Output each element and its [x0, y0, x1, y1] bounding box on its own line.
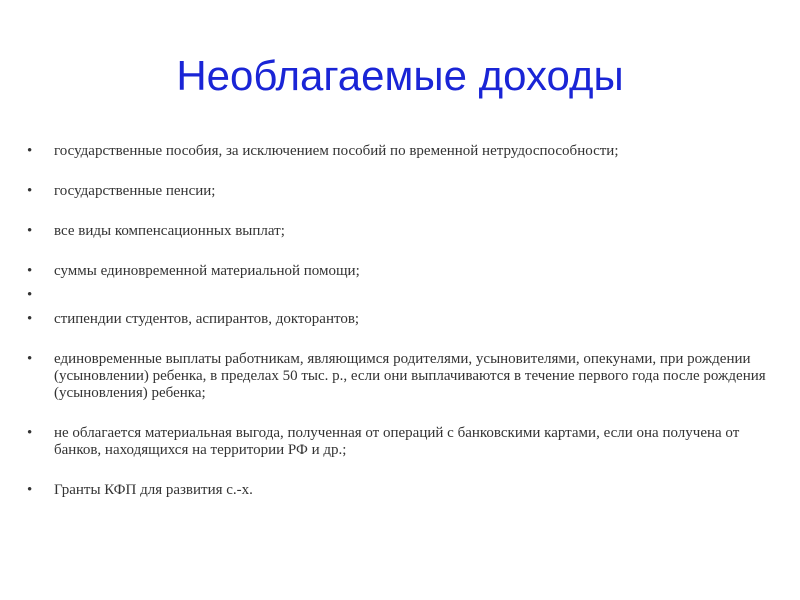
- bullet-item-empty: [27, 287, 787, 304]
- bullet-text: не облагается материальная выгода, полученная от операций с банковскими картами, если она получена от банков, находящихся на территории РФ и др.;: [54, 425, 740, 458]
- bullet-text: государственные пенсии;: [54, 183, 216, 199]
- bullet-icon: •: [27, 223, 33, 239]
- bullet-icon: •: [27, 482, 33, 498]
- bullet-text: государственные пособия, за исключением пособий по временной нетрудоспособности;: [54, 143, 619, 159]
- bullet-item: [27, 143, 787, 160]
- bullet-text: единовременные выплаты работникам, являющимся родителями, усыновителями, опекунами, при рождении (усыновлении) ребенка, в пределах 50 тыс. р., если они выплачиваются в течение первого года после рождения (усыновления) ребенка;: [54, 351, 766, 401]
- bullet-text: Гранты КФП для развития с.-х.: [54, 482, 253, 498]
- bullet-icon: •: [27, 183, 33, 199]
- bullet-item: [27, 482, 787, 499]
- bullet-text: суммы единовременной материальной помощи;: [54, 263, 360, 279]
- bullet-icon: •: [27, 287, 33, 303]
- bullet-item: [27, 311, 787, 328]
- bullet-text: все виды компенсационных выплат;: [54, 223, 285, 239]
- bullet-item: [27, 425, 787, 459]
- bullet-item: [27, 351, 787, 402]
- bullet-icon: •: [27, 263, 33, 279]
- bullet-icon: •: [27, 351, 33, 367]
- bullet-item: [27, 223, 787, 240]
- slide-title: Необлагаемые доходы: [176, 52, 624, 99]
- bullet-icon: •: [27, 425, 33, 441]
- bullet-icon: •: [27, 143, 33, 159]
- bullet-text: стипендии студентов, аспирантов, докторантов;: [54, 311, 360, 327]
- bullet-item: [27, 183, 787, 200]
- bullet-list: [27, 143, 787, 499]
- bullet-item: [27, 263, 787, 280]
- bullet-icon: •: [27, 311, 33, 327]
